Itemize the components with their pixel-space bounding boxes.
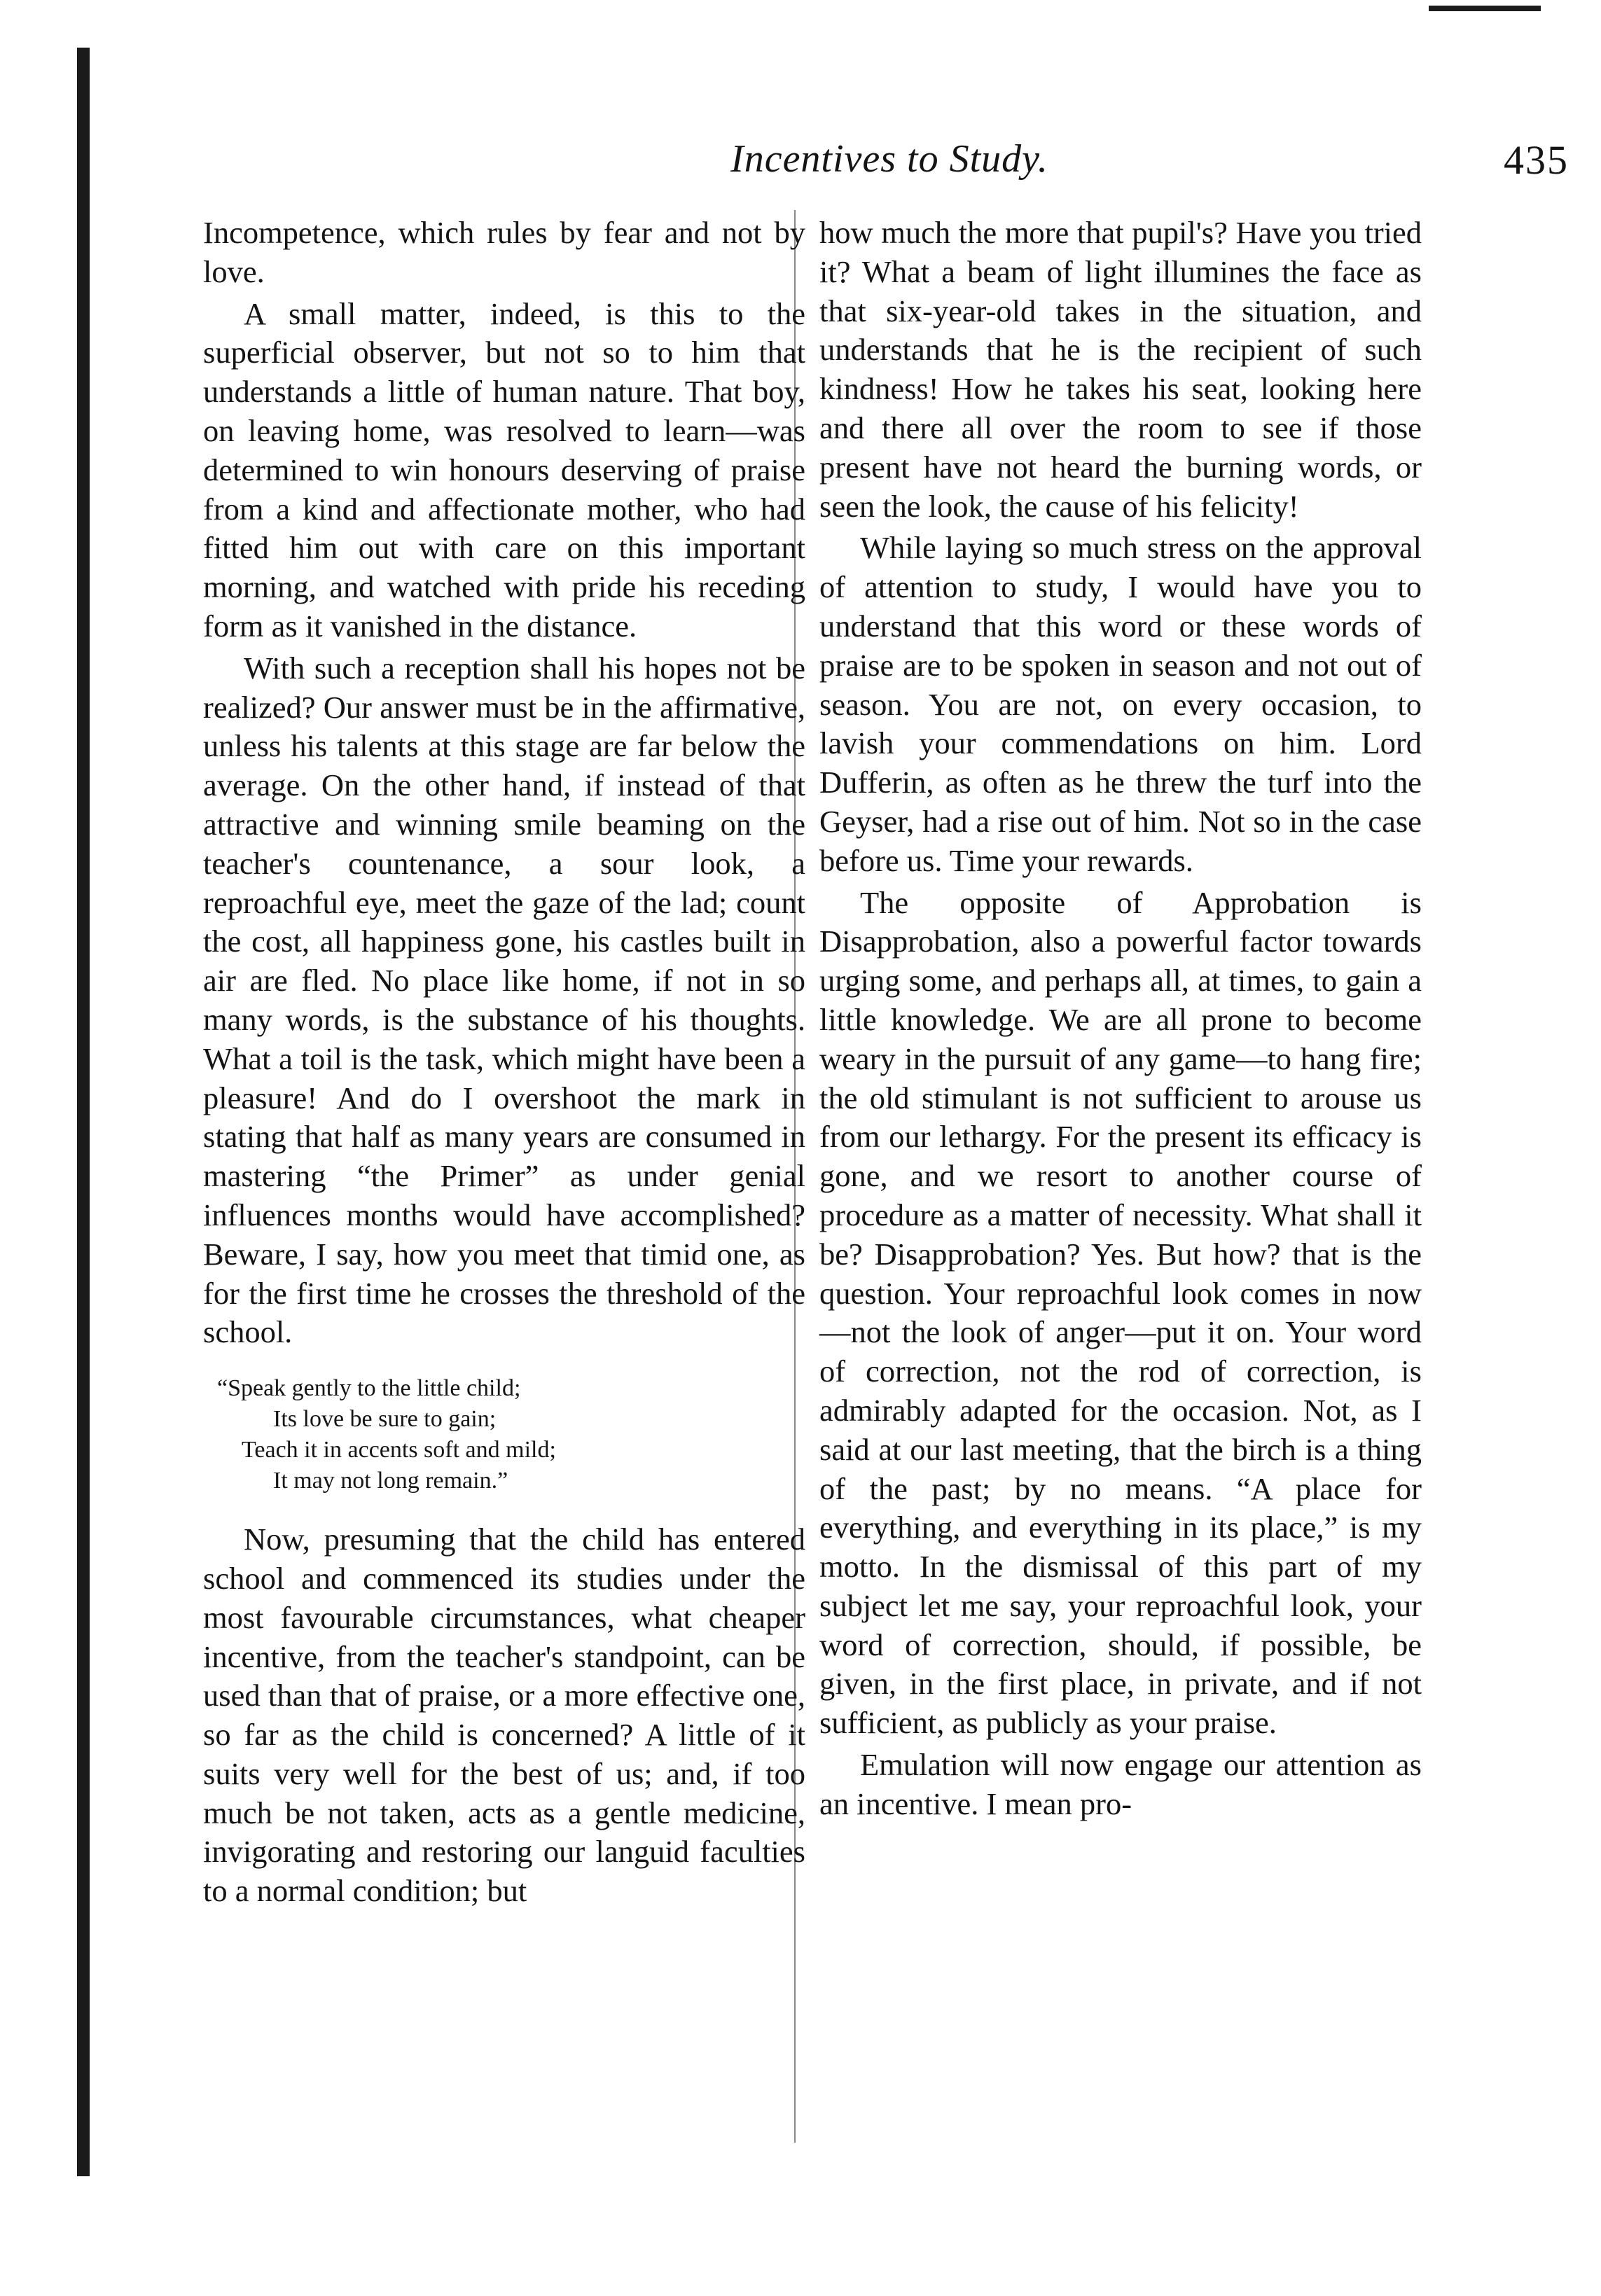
paragraph: Emulation will now engage our attention as an incentive. I mean pro-	[819, 1747, 1422, 1821]
poem-line: Teach it in accents soft and mild;	[242, 1437, 556, 1463]
poem-line: It may not long remain.”	[273, 1468, 508, 1494]
paragraph: While laying so much stress on the approval of attention to study, I would have you to understand that this word or these words of praise are to be spoken in season and not out of season. You are not, on every occasion, to lavish your commendations on him. Lord Dufferin, as often as he threw the turf into the Geyser, had a rise out of him. Not so in the case before us. Time your rewards.	[819, 530, 1422, 878]
paragraph: Incompetence, which rules by fear and not by love.	[203, 215, 805, 289]
binding-shadow	[77, 48, 90, 2176]
left-column	[203, 214, 805, 1911]
running-title: Incentives to Study.	[730, 137, 1048, 181]
top-edge-rule	[1429, 6, 1541, 11]
paragraph: The opposite of Approbation is Disapprobation, also a powerful factor towards urging some, and perhaps all, at times, to gain a little knowledge. We are all prone to become weary in the pursuit of any game—to hang fire; the old stimulant is not sufficient to arouse us from our lethargy. For the present its efficacy is gone, and we resort to another course of procedure as a matter of necessity. What shall it be? Disapprobation? Yes. But how? that is the question. Your reproachful look comes in now—not the look of anger—put it on. Your word of correction, not the rod of correction, is admirably adapted for the occasion. Not, as I said at our last meeting, that the birch is a thing of the past; by no means. “A place for everything, and everything in its place,” is my motto. In the dismissal of this part of my subject let me say, your reproachful look, your word of correction, should, if possible, be given, in the first place, in private, and if not sufficient, as publicly as your praise.	[819, 884, 1422, 1741]
paragraph: how much the more that pupil's? Have you tried it? What a beam of light illumines the face as that six-year-old takes in the situation, and understands that he is the recipient of such kindness! How he takes his seat, looking here and there all over the room to see if those present have not heard the burning words, or seen the look, the cause of his felicity!	[819, 215, 1422, 524]
page-header	[203, 137, 1569, 200]
right-column	[819, 214, 1422, 1824]
poem-line: “Speak gently to the little child;	[217, 1375, 521, 1402]
paragraph: With such a reception shall his hopes not be realized? Our answer must be in the affirmative, unless his talents at this stage are far below the average. On the other hand, if instead of that attractive and winning smile beaming on the teacher's countenance, a sour look, a reproachful eye, meet the gaze of the lad; count the cost, all happiness gone, his castles built in air are fled. No place like home, if not in so many words, is the substance of his thoughts. What a toil is the task, which might have been a pleasure! And do I overshoot the mark in stating that half as many years are consumed in mastering “the Primer” as under genial influences months would have accomplished? Beware, I say, how you meet that timid one, as for the first time he crosses the threshold of the school.	[203, 650, 805, 1350]
page-number: 435	[1504, 137, 1569, 183]
paragraph: Now, presuming that the child has entered school and commenced its studies under the most favourable circumstances, what cheaper incentive, from the teacher's standpoint, can be used than that of praise, or a more effective one, so far as the child is concerned? A little of it suits very well for the best of us; and, if too much be not taken, acts as a gentle medicine, invigorating and restoring our languid faculties to a normal condition; but	[203, 1522, 805, 1909]
poem-quote	[203, 1373, 805, 1496]
poem-line: Its love be sure to gain;	[273, 1406, 497, 1433]
paragraph: A small matter, indeed, is this to the superficial observer, but not so to him that understands a little of human nature. That boy, on leaving home, was resolved to learn—was determined to win honours deserving of praise from a kind and affectionate mother, who had fitted him out with care on this important morning, and watched with pride his receding form as it vanished in the distance.	[203, 295, 805, 643]
